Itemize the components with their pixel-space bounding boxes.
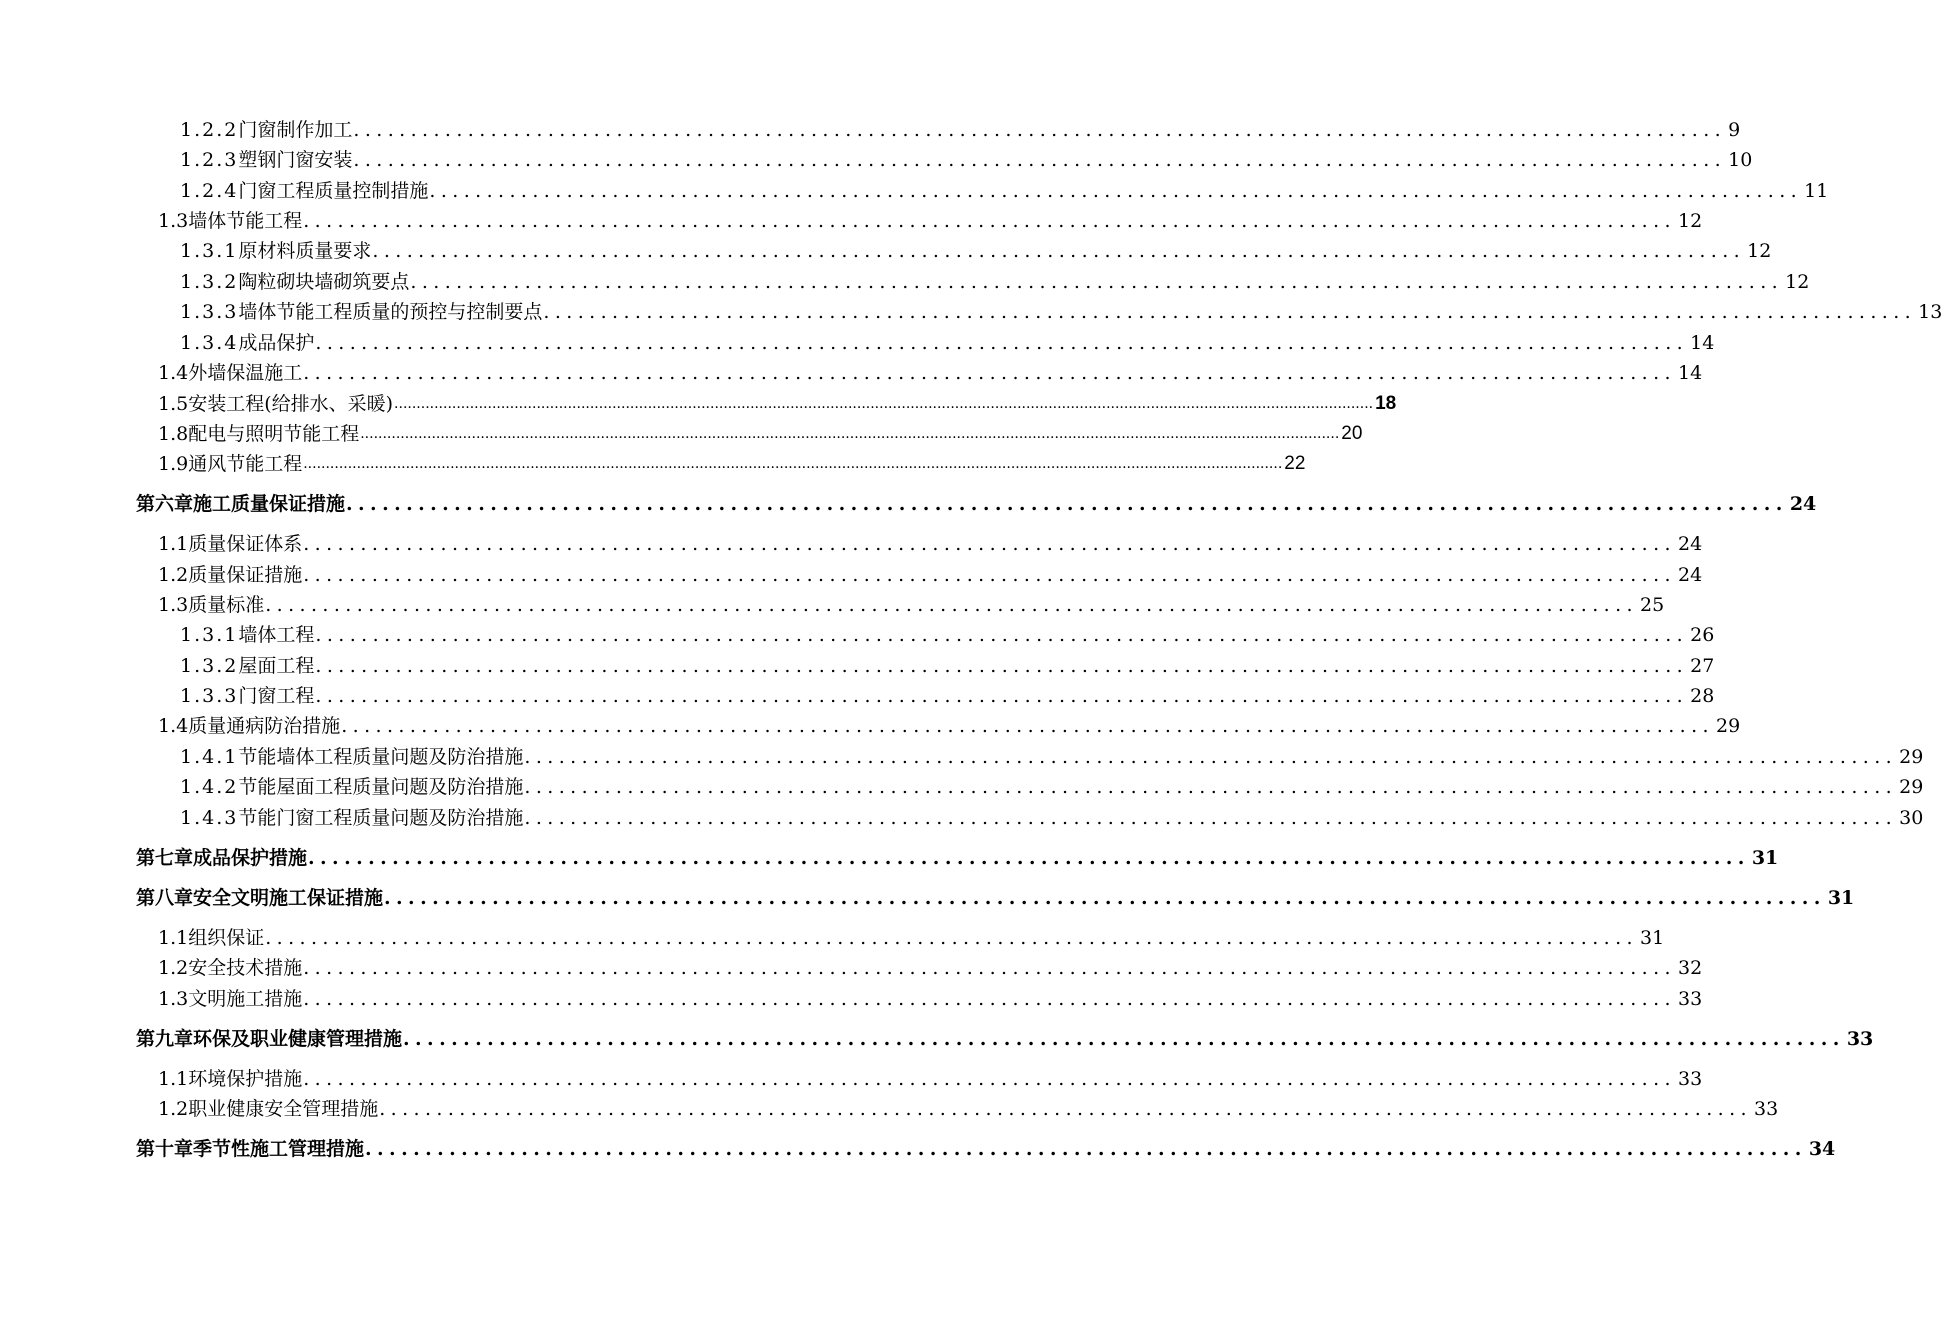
toc-entry[interactable] [158,360,1703,386]
toc-entry-title: 安全文明施工保证措施 [193,887,384,909]
toc-entry-page-number: 27 [1690,655,1715,677]
toc-entry-number: 1.3 [158,210,189,232]
toc-entry-number: 第八章 [136,887,194,909]
toc-entry-page-number: 12 [1677,210,1703,232]
toc-entry-page-number: 33 [1677,988,1703,1010]
toc-dot-leader: ........................................................................................................................ [524,807,1898,829]
toc-entry-number: 1.4 [158,715,189,737]
toc-entry-title: 通风节能工程 [188,453,303,475]
toc-entry[interactable] [158,562,1703,588]
toc-entry-number: 1.1 [158,927,189,949]
toc-entry-title: 陶粒砌块墙砌筑要点 [238,271,410,293]
toc-entry-page-number: 22 [1284,453,1306,474]
toc-entry-page-number: 13 [1918,301,1942,323]
toc-dot-leader: ........................................................................................................................ [303,957,1676,979]
toc-dot-leader: ........................................................................................................................ [315,624,1689,646]
toc-dot-leader: ........................................................................................................................ [308,847,1750,869]
toc-entry-number: 1.2.3 [180,149,239,171]
toc-dot-leader: ........................................................................................................................ [303,988,1676,1010]
toc-entry[interactable] [180,330,1715,356]
toc-dot-leader: ........................................................................................................................ [524,746,1898,768]
toc-dot-leader: ........................................................................................................................ [303,533,1676,555]
toc-entry[interactable] [136,491,1817,517]
toc-entry-number: 1.1 [158,533,189,555]
toc-entry-page-number: 28 [1690,685,1715,707]
toc-entry-page-number: 12 [1785,271,1810,293]
toc-entry[interactable] [158,208,1703,234]
toc-entry-number: 1.5 [158,393,189,415]
toc-dot-leader: ........................................................................................................................ [543,301,1917,323]
toc-entry-number: 1.3.1 [180,240,239,262]
toc-entry-number: 1.2.4 [180,180,239,202]
toc-dot-leader: ........................................................................................................................ [341,715,1714,737]
toc-entry-number: 1.4.2 [180,776,239,798]
toc-entry[interactable] [158,925,1665,951]
toc-entry-title: 文明施工措施 [188,988,303,1010]
toc-entry[interactable] [136,845,1779,871]
toc-entry-number: 1.3.2 [180,271,239,293]
toc-entry[interactable] [180,622,1715,648]
toc-entry-number: 第六章 [136,493,194,515]
toc-entry[interactable] [180,117,1741,143]
toc-dot-leader: ........................................................................................................................ [524,776,1898,798]
toc-entry-title: 配电与照明节能工程 [188,423,360,445]
toc-entry-page-number: 29 [1715,715,1741,737]
toc-entry-page-number: 31 [1751,847,1779,869]
toc-entry-page-number: 14 [1677,362,1703,384]
toc-entry-number: 1.2 [158,1098,189,1120]
toc-entry-number: 1.3.3 [180,301,239,323]
toc-entry[interactable] [180,178,1829,204]
toc-entry[interactable] [180,744,1924,770]
toc-entry-number: 1.2 [158,957,189,979]
toc-entry-title: 墙体节能工程质量的预控与控制要点 [238,301,543,323]
toc-entry-page-number: 10 [1728,149,1753,171]
toc-dot-leader: ........................................................................................................................ [303,1068,1676,1090]
toc-entry[interactable] [136,1026,1874,1052]
toc-entry-number: 1.3 [158,594,189,616]
toc-entry[interactable] [180,805,1924,831]
toc-entry-title: 节能门窗工程质量问题及防治措施 [238,807,524,829]
toc-entry[interactable] [158,592,1665,618]
toc-entry-page-number: 26 [1690,624,1715,646]
toc-entry-title: 质量保证措施 [188,564,303,586]
toc-entry-title: 屋面工程 [238,655,315,677]
toc-entry-title: 成品保护措施 [193,847,308,869]
toc-entry-title: 组织保证 [188,927,265,949]
toc-entry-page-number: 12 [1747,240,1772,262]
toc-entry[interactable] [158,713,1741,739]
toc-dot-leader: ........................................................................................................................ [353,119,1727,141]
toc-dot-leader: ........................................................................................................................ [303,362,1676,384]
toc-entry[interactable] [180,299,1942,325]
toc-entry-title: 质量保证体系 [188,533,303,555]
toc-entry-number: 1.3.3 [180,685,239,707]
toc-dot-leader: ........................................................................................................................ [379,1098,1752,1120]
toc-dot-leader: ........................................................................................................................ [265,927,1638,949]
toc-entry[interactable] [180,238,1772,264]
toc-entry-page-number: 33 [1677,1068,1703,1090]
toc-dot-leader: ........................................................................................................................ [265,594,1638,616]
toc-entry-page-number: 32 [1677,957,1703,979]
toc-entry-title: 墙体节能工程 [188,210,303,232]
toc-entry-number: 第九章 [136,1028,194,1050]
toc-entry-number: 1.3.1 [180,624,239,646]
toc-entry-page-number: 33 [1846,1028,1874,1050]
toc-entry-number: 1.3.2 [180,655,239,677]
toc-entry[interactable] [158,531,1703,557]
toc-entry-number: 1.1 [158,1068,189,1090]
toc-dot-leader: ........................................................................................................................ [303,210,1676,232]
toc-entry-number: 1.4 [158,362,189,384]
toc-entry-number: 1.4.3 [180,807,239,829]
toc-entry-title: 质量通病防治措施 [188,715,341,737]
toc-dot-leader: ........................................................................................................................ [353,149,1727,171]
toc-entry[interactable] [180,774,1924,800]
toc-dot-leader: ........................................................................................................................ [403,1028,1845,1050]
toc-entry-page-number: 34 [1808,1138,1836,1160]
toc-entry-number: 1.9 [158,453,189,475]
toc-dot-leader: ........................................................................................................................ [315,685,1689,707]
toc-entry[interactable] [158,1096,1779,1122]
toc-entry-page-number: 9 [1728,119,1741,141]
toc-entry-title: 安全技术措施 [188,957,303,979]
toc-entry-title: 环境保护措施 [188,1068,303,1090]
toc-entry[interactable] [180,653,1715,679]
toc-entry-page-number: 25 [1639,594,1665,616]
toc-entry[interactable] [136,885,1855,911]
toc-entry-page-number: 30 [1899,807,1924,829]
toc-entry-title: 成品保护 [238,332,315,354]
toc-dot-leader: ........................................................................................................................ [346,493,1788,515]
toc-entry-page-number: 29 [1899,776,1924,798]
toc-entry-page-number: 33 [1753,1098,1779,1120]
toc-dot-leader: ........................................................................................................................ [384,887,1826,909]
toc-entry-title: 门窗工程 [238,685,315,707]
toc-entry[interactable] [180,147,1753,173]
toc-dot-leader: ........................................................................................................................ [315,655,1689,677]
toc-entry-page-number: 11 [1804,180,1829,202]
toc-dot-leader: ........................................................................................................................ [303,564,1676,586]
toc-dot-leader: ........................................................................................................................ [372,240,1746,262]
toc-entry[interactable] [158,1066,1703,1092]
toc-dot-leader: ............................................................................................................................................................................................................................ [303,456,1283,472]
toc-entry-title: 门窗工程质量控制措施 [238,180,429,202]
toc-entry-page-number: 31 [1827,887,1855,909]
toc-entry[interactable] [158,986,1703,1012]
toc-entry-page-number: 24 [1789,493,1817,515]
toc-entry-page-number: 24 [1677,533,1703,555]
toc-entry[interactable] [158,955,1703,981]
toc-dot-leader: ........................................................................................................................ [410,271,1784,293]
toc-dot-leader: ........................................................................................................................ [365,1138,1807,1160]
toc-entry-page-number: 24 [1677,564,1703,586]
toc-dot-leader: ............................................................................................................................................................................................................................ [360,426,1340,442]
toc-entry-number: 1.2 [158,564,189,586]
toc-entry-number: 1.4.1 [180,746,239,768]
toc-entry-title: 门窗制作加工 [238,119,353,141]
toc-entry-title: 环保及职业健康管理措施 [193,1028,403,1050]
toc-entry[interactable] [158,391,1397,417]
toc-entry-title: 节能墙体工程质量问题及防治措施 [238,746,524,768]
toc-entry-page-number: 29 [1899,746,1924,768]
toc-entry[interactable] [180,683,1715,709]
toc-entry-title: 安装工程(给排水、采暖) [188,393,394,415]
toc-entry[interactable] [180,269,1810,295]
toc-entry-title: 节能屋面工程质量问题及防治措施 [238,776,524,798]
toc-entry-number: 1.8 [158,423,189,445]
toc-entry-title: 季节性施工管理措施 [193,1138,365,1160]
toc-entry-number: 第十章 [136,1138,194,1160]
toc-entry-number: 1.3.4 [180,332,239,354]
toc-entry-page-number: 31 [1639,927,1665,949]
toc-entry-number: 第七章 [136,847,194,869]
toc-entry-page-number: 14 [1690,332,1715,354]
toc-entry[interactable] [158,421,1363,447]
toc-dot-leader: ............................................................................................................................................................................................................................ [394,396,1374,412]
toc-entry-number: 1.3 [158,988,189,1010]
toc-entry-title: 原材料质量要求 [238,240,372,262]
toc-entry[interactable] [136,1136,1836,1162]
toc-entry-page-number: 18 [1375,393,1397,414]
toc-entry-page-number: 20 [1341,423,1363,444]
toc-entry-title: 塑钢门窗安装 [238,149,353,171]
toc-dot-leader: ........................................................................................................................ [429,180,1803,202]
toc-entry-number: 1.2.2 [180,119,239,141]
toc-entry-title: 质量标准 [188,594,265,616]
toc-entry-title: 职业健康安全管理措施 [188,1098,379,1120]
toc-entry-title: 墙体工程 [238,624,315,646]
toc-entry-title: 施工质量保证措施 [193,493,346,515]
toc-entry[interactable] [158,451,1306,477]
toc-entry-title: 外墙保温施工 [188,362,303,384]
toc-dot-leader: ........................................................................................................................ [315,332,1689,354]
